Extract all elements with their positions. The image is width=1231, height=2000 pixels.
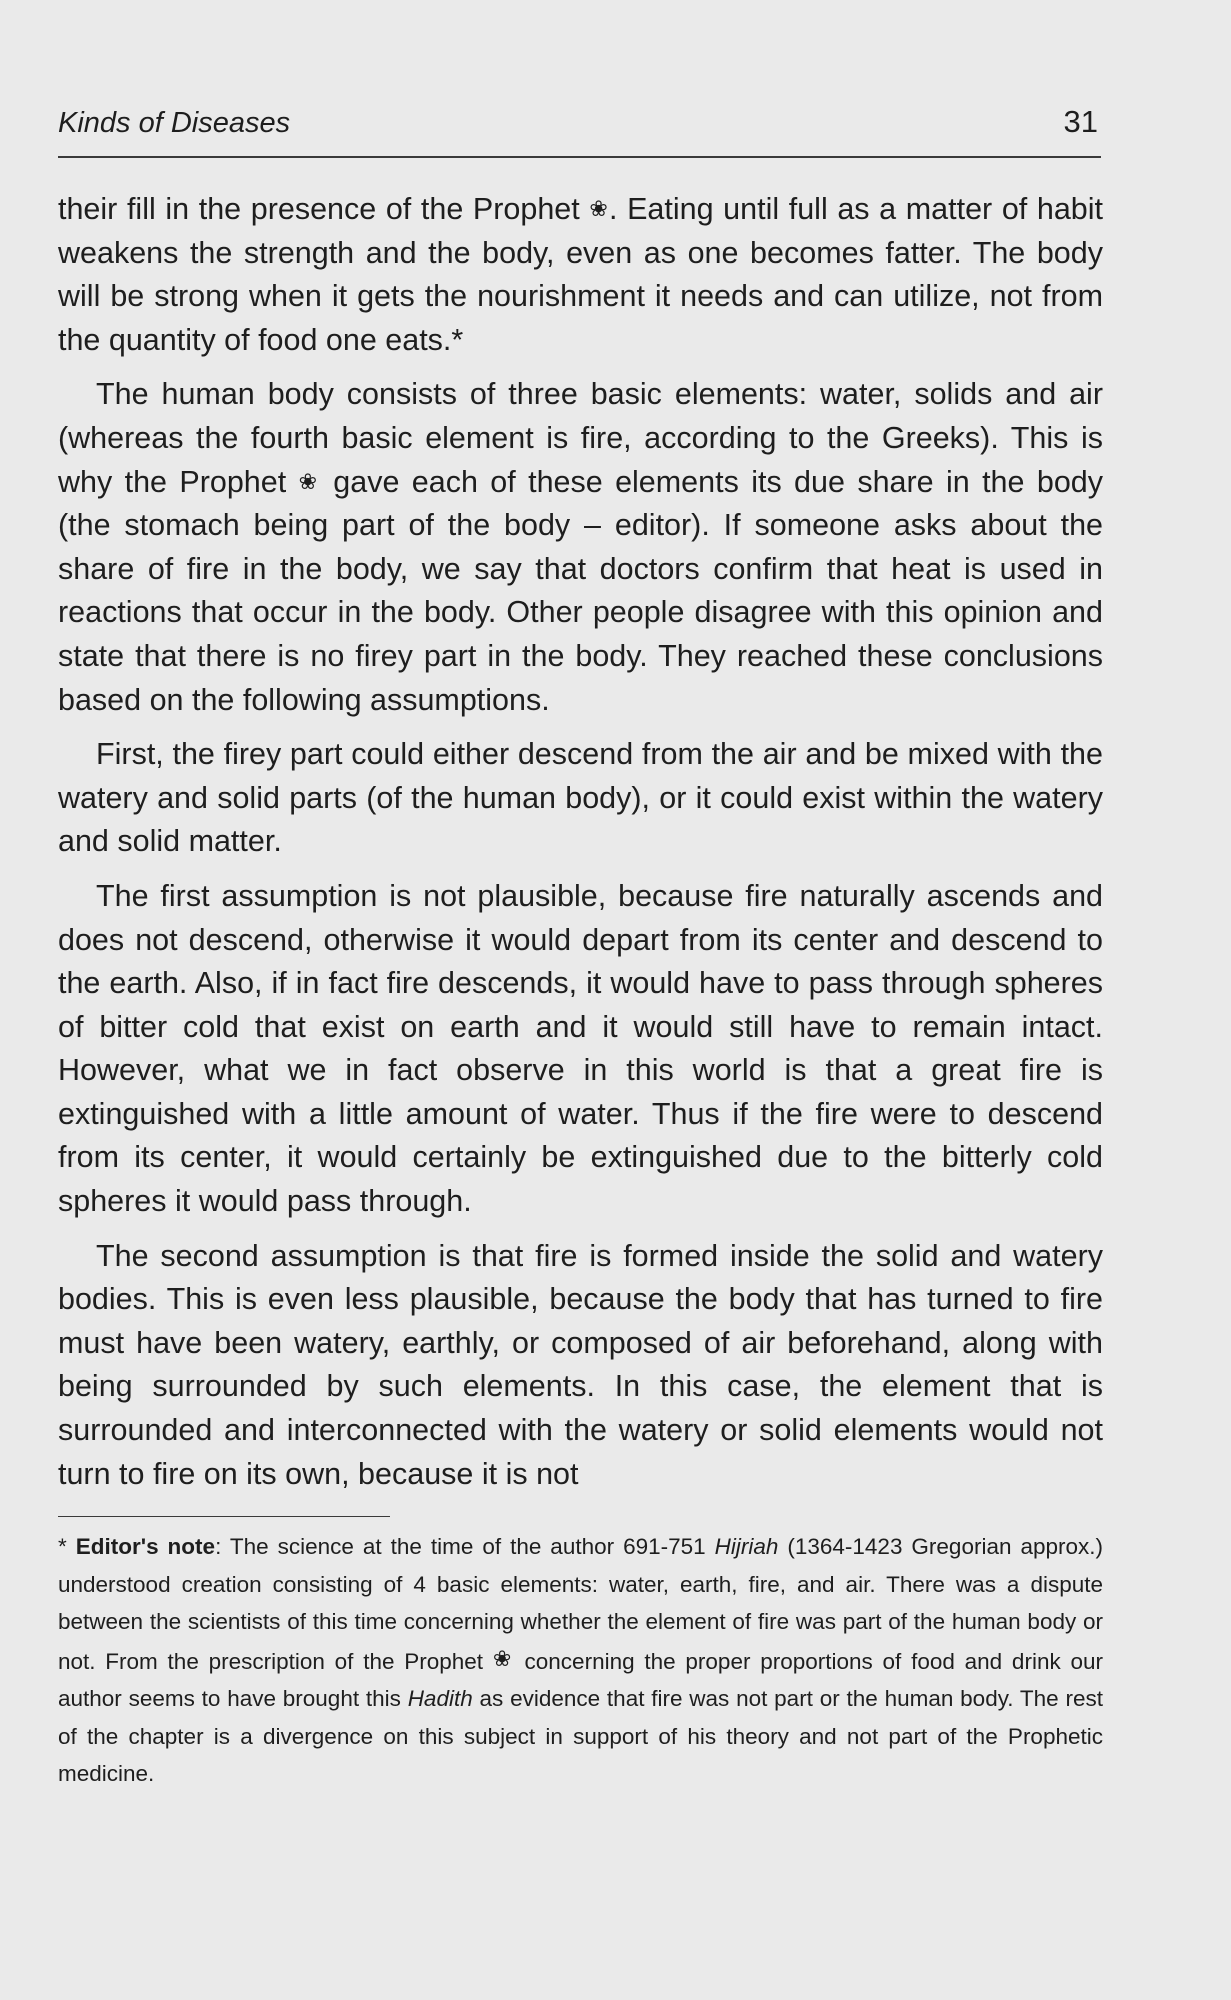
- footnote-text-2: (1364-1423 Gregorian approx.) understood creation consisting of 4 basic elements: water, earth, fire, and air. There was a dispute between the scientists of this time concerning whether the element of fire was part of the human body or not. From the prescription of the Prophet: [58, 1534, 1103, 1674]
- page-header: [58, 96, 1098, 140]
- footnote-text-3: concerning the proper proportions of food and drink our author seems to have brought this: [58, 1648, 1103, 1711]
- footnote-marker: *: [58, 1534, 76, 1559]
- body-text: [58, 188, 1103, 1507]
- p1-text-a: their fill in the presence of the Prophet: [58, 192, 590, 226]
- salutation-ornament-icon: ❀: [589, 197, 609, 222]
- page-number: 31: [1063, 104, 1098, 139]
- p2-text-b: gave each of these elements its due share in the body (the stomach being part of the body – editor). If someone asks about the share of fire in the body, we say that doctors confirm that heat is used in reactions that occur in the body. Other people disagree with this opinion and state that there is no firey part in the body. They reached these conclusions based on the following assumptions.: [58, 464, 1103, 717]
- p1-text-b: . Eating until full as a matter of habit weakens the strength and the body, even as one becomes fatter. The body will be strong when it gets the nourishment it needs and can utilize, not from the quantity of food one eats.*: [58, 192, 1104, 357]
- paragraph-3: First, the firey part could either descend from the air and be mixed with the watery and solid parts (of the human body), or it could exist within the watery and solid matter.: [58, 737, 1103, 859]
- salutation-ornament-icon: ❀: [492, 1646, 515, 1672]
- running-head: Kinds of Diseases: [58, 107, 291, 139]
- paragraph-2: [58, 373, 1103, 722]
- footnote-hadith: Hadith: [407, 1686, 473, 1711]
- paragraph-5: The second assumption is that fire is formed inside the solid and watery bodies. This is even less plausible, because the body that has turned to fire must have been watery, earthly, or composed of air beforehand, along with being surrounded by such elements. In this case, the element that is surrounded and interconnected with the watery or solid elements would not turn to fire on its own, because it is not: [58, 1238, 1103, 1491]
- footnote-text-1: : The science at the time of the author 691-751: [215, 1534, 715, 1559]
- footnote: [58, 1528, 1103, 1793]
- footnote-label: Editor's note: [75, 1534, 216, 1559]
- footnote-text-4: as evidence that fire was not part or the human body. The rest of the chapter is a divergence on this subject in support of his theory and not part of the Prophetic medicine.: [58, 1686, 1103, 1786]
- footnote-rule: [58, 1516, 390, 1517]
- header-rule: [58, 156, 1101, 158]
- paragraph-1: [58, 188, 1103, 362]
- paragraph-4: The first assumption is not plausible, because fire naturally ascends and does not descend, otherwise it would depart from its center and descend to the earth. Also, if in fact fire descends, it would have to pass through spheres of bitter cold that exist on earth and it would still have to remain intact. However, what we in fact observe in this world is that a great fire is extinguished with a little amount of water. Thus if the fire were to descend from its center, it would certainly be extinguished due to the bitterly cold spheres it would pass through.: [58, 878, 1103, 1219]
- p2-text-a: The human body consists of three basic elements: water, solids and air (whereas the fourth basic element is fire, according to the Greeks). This is why the Prophet: [58, 377, 1103, 499]
- footnote-hijriah: Hijriah: [714, 1534, 779, 1559]
- salutation-ornament-icon: ❀: [298, 469, 321, 495]
